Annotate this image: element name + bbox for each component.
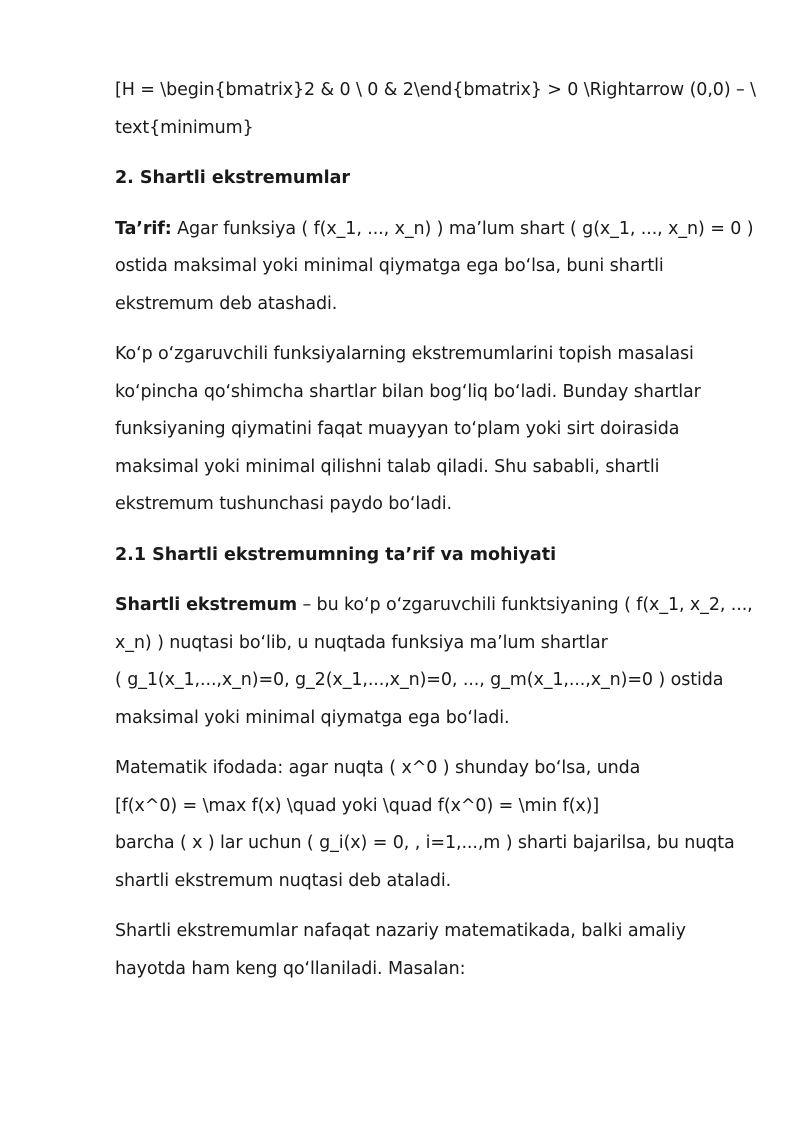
text-line: Matematik ifodada: agar nuqta ( x^0 ) shunday bo‘lsa, unda [115, 758, 641, 778]
text-line [115, 211, 754, 249]
applications-paragraph [115, 913, 745, 988]
text-line: barcha ( x ) lar uchun ( g_i(x) = 0, , i=1,...,m ) sharti bajarilsa, bu nuqta [115, 833, 735, 853]
text-line: ekstremum deb atashadi. [115, 293, 338, 314]
text-line: x_n) ) nuqtasi bo‘lib, u nuqtada funksiya ma’lum shartlar [115, 632, 608, 653]
text-line: maksimal yoki minimal qilishni talab qiladi. Shu sababli, shartli [115, 456, 660, 477]
text-line: Ko‘p o‘zgaruvchili funksiyalarning ekstremumlarini topish masalasi [115, 344, 694, 364]
text-line: [f(x^0) = \max f(x) \quad yoki \quad f(x^0) = \min f(x)] [115, 795, 600, 816]
text-line: text{minimum} [115, 117, 254, 138]
text-line: hayotda ham keng qo‘llaniladi. Masalan: [115, 958, 466, 979]
section-heading-2-1: 2.1 Shartli ekstremumning ta’rif va mohiyati [115, 544, 557, 565]
definition-text: Agar funksiya ( f(x_1, ..., x_n) ) ma’lum shart ( g(x_1, ..., x_n) = 0 ) [171, 218, 754, 239]
text-line: ostida maksimal yoki minimal qiymatga ega bo‘lsa, buni shartli [115, 256, 664, 276]
text-line [115, 587, 753, 625]
text-line: Shartli ekstremumlar nafaqat nazariy matematikada, balki amaliy [115, 921, 686, 941]
text-line: funksiyaning qiymatini faqat muayyan to‘plam yoki sirt doirasida [115, 419, 680, 439]
math-expression-paragraph [115, 750, 745, 900]
text-line: maksimal yoki minimal qiymatga ega bo‘ladi. [115, 707, 510, 728]
conditional-extremum-definition [115, 587, 753, 737]
text-line: shartli ekstremum nuqtasi deb ataladi. [115, 870, 452, 891]
text-line: ekstremum tushunchasi paydo bo‘ladi. [115, 494, 452, 514]
term-label: Shartli ekstremum [115, 595, 297, 615]
text-line: [H = \begin{bmatrix}2 & 0 \ 0 & 2\end{bmatrix} > 0 \Rightarrow (0,0) – \ [115, 80, 756, 100]
section-heading-2: 2. Shartli ekstremumlar [115, 168, 351, 188]
latex-hessian-block [115, 72, 756, 147]
definition-label: Ta’rif: [115, 218, 172, 239]
intro-paragraph [115, 336, 745, 524]
text-line: ko‘pincha qo‘shimcha shartlar bilan bog‘liq bo‘ladi. Bunday shartlar [115, 381, 701, 402]
document-page [115, 72, 756, 1001]
text-line: ( g_1(x_1,...,x_n)=0, g_2(x_1,...,x_n)=0, ..., g_m(x_1,...,x_n)=0 ) ostida [115, 670, 724, 690]
definition-paragraph [115, 211, 754, 324]
term-text: – bu ko‘p o‘zgaruvchili funktsiyaning ( f(x_1, x_2, ..., [296, 595, 753, 615]
